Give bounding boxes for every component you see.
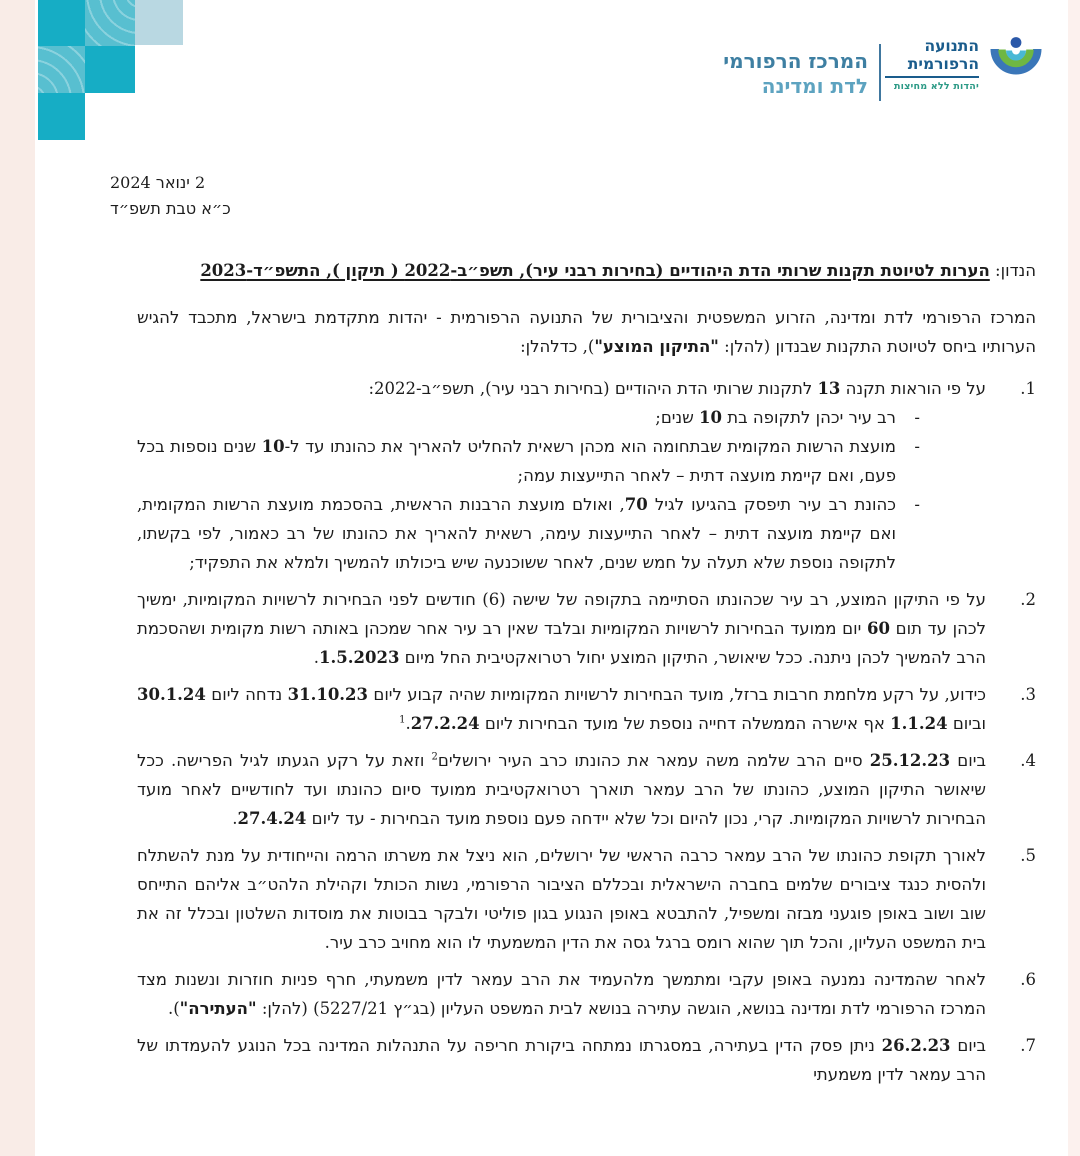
movement-name-line1: התנועה — [924, 37, 979, 55]
text-segment: 27.2.24 — [410, 714, 480, 733]
text-segment: לתקנות שרותי הדת היהודיים (בחירות רבני עיר), תשפ״ב-2022: — [368, 379, 818, 398]
center-name-line1: המרכז הרפורמי — [723, 49, 868, 73]
text-segment: כהונת רב עיר תיפסק בהגיעו לגיל — [647, 495, 896, 514]
text-segment: 70 — [624, 495, 648, 514]
text-segment: הערות לטיוטת תקנות שרותי הדת היהודיים (בחירות רבני עיר), תשפ״ב-2022 ( תיקון ), התשפ״ד-2023 — [200, 261, 990, 280]
item-number: 4. — [1020, 751, 1036, 770]
text-segment: 10 — [261, 437, 285, 456]
text-segment: וזאת על רקע הגעתו לגיל הפרישה. ככל שיאושר התיקון המוצע, כהונתו של הרב עמאר תוארך רטרואקטיבית ממועד סיום כהונתו ועד לחודשיים לאחר מועד הבחירות לרשויות המקומיות. קרי, נכון להיום וכל שלא יידחה פעם נוספת מועד הבחירות - עד ליום — [137, 751, 986, 828]
decor-square — [85, 46, 135, 93]
decor-square — [135, 0, 183, 45]
text-segment: שנים; — [655, 408, 700, 427]
numbered-list — [137, 374, 1036, 1089]
numbered-item-row — [137, 841, 1036, 957]
date-block — [110, 170, 231, 222]
item-paragraph — [137, 585, 986, 672]
right-accent-strip — [1068, 0, 1080, 1156]
subitem-paragraph — [137, 490, 896, 577]
subject-line — [137, 256, 1036, 286]
text-segment: שנים נוספות בכל פעם, ואם קיימת מועצה דתית – לאחר התייעצות עמה; — [137, 437, 896, 485]
hebrew-date: כ״א טבת תשפ״ד — [110, 199, 231, 218]
item-paragraph — [137, 1031, 986, 1089]
item-body — [137, 680, 986, 738]
item-body — [137, 841, 986, 957]
numbered-item-row — [137, 965, 1036, 1023]
text-segment: "העתירה" — [179, 999, 257, 1018]
dash-subitem — [137, 403, 920, 432]
text-segment: המרכז הרפורמי לדת ומדינה, הזרוע המשפטית והציבורית של התנועה הרפורמית - יהדות מתקדמת בישראל, מתכבד להגיש הערותיו ביחס לטיוטת התקנות שבנדון (להלן: — [137, 308, 1036, 356]
subject-prefix: הנדון: — [989, 261, 1036, 280]
text-segment: אף אישרה הממשלה דחייה נוספת של מועד הבחירות ליום — [479, 714, 891, 733]
text-segment: וביום — [947, 714, 986, 733]
dash-marker: - — [914, 437, 920, 456]
item-body — [137, 746, 986, 833]
text-segment: 30.1.24 — [137, 685, 206, 704]
text-segment: , ואולם מועצת הרבנות הראשית, בהסכמת מועצת הרשות המקומית, ואם קיימת מועצה דתית – לאחר התייעצות עימה, רשאית להאריך את כהונתו של רב כאמור, לפי בקשתו, לתקופה נוספת שלא תעלה על חמש שנים, לאחר ששוכנעה שיש ביכולתו להמשיך ולמלא את התפקיד; — [137, 495, 896, 572]
item-paragraph — [137, 965, 986, 1023]
decor-square — [38, 93, 85, 140]
text-segment: 60 — [867, 619, 890, 638]
footnote-marker: 2 — [431, 751, 438, 763]
gregorian-date: 2 ינואר 2024 — [110, 173, 206, 192]
numbered-item-row — [137, 374, 1036, 577]
numbered-item-row — [137, 746, 1036, 833]
text-segment: 1.1.24 — [890, 714, 948, 733]
text-segment: 26.2.23 — [881, 1036, 951, 1055]
text-segment: 25.12.23 — [869, 751, 951, 770]
wordmark-divider-line — [885, 76, 979, 78]
center-name-line2: לדת ומדינה — [761, 74, 868, 98]
left-accent-strip — [0, 0, 35, 1156]
movement-tagline: יהדות ללא מחיצות — [893, 80, 979, 92]
subject-text — [200, 261, 989, 280]
letterhead-vertical-divider — [879, 44, 881, 101]
dash-subitem — [137, 432, 920, 490]
item-number: 7. — [1020, 1036, 1036, 1055]
item-body — [137, 1031, 986, 1089]
item-number: 6. — [1020, 970, 1036, 989]
text-segment: .‏ — [405, 714, 411, 733]
text-segment: ניתן פסק הדין בעתירה, במסגרתו נמתחה ביקורת חריפה על התנהלות המדינה בכל הנוגע להעמדתו של הרב עמאר לדין משמעתי — [137, 1036, 986, 1084]
item-number: 5. — [1020, 846, 1036, 865]
item-paragraph — [137, 374, 986, 403]
item-number: 1. — [1020, 379, 1036, 398]
dash-marker: - — [914, 408, 920, 427]
reform-center-title — [723, 49, 868, 99]
text-segment: כידוע, על רקע מלחמת חרבות ברזל, מועד הבחירות לרשויות המקומיות שהיה קבוע ליום — [368, 685, 987, 704]
text-segment: יום ממועד הבחירות לרשויות המקומיות ובלבד שאין רב עיר אחר שמכהן באותה רשות מקומית ושהסכמת הרב להמשיך לכהן ניתנה. ככל שיאושר, התיקון המוצע יחול רטרואקטיבית החל מיום — [137, 619, 986, 667]
decor-square — [85, 0, 135, 46]
text-segment: לאורך תקופת כהונתו של הרב עמאר כרבה הראשי של ירושלים, הוא ניצל את משרתו הרמה והייחודית על מנת להשתלח ולהסית כנגד ציבורים שלמים בחברה הישראלית ובכללם הציבור הרפורמי, נשות הכותל וקהילת הלהט״ב אליהם התייחס שוב ושוב באופן פוגעני מבזה ומשפיל, להתבטא באופן הנגוע בגון פוליטי ולבקר בבוטות את מוסדות השלטון ובכלל זה את בית המשפט העליון, והכל תוך שהוא רומס ברגל גסה את הדין המשמעתי לו הוא מחויב כרב עיר. — [137, 846, 986, 952]
text-segment: 13 — [817, 379, 841, 398]
subitem-paragraph — [137, 432, 896, 490]
dash-subitem — [137, 490, 920, 577]
item-body — [137, 965, 986, 1023]
text-segment: נדחה ליום — [205, 685, 288, 704]
item-paragraph — [137, 746, 986, 833]
text-segment: ביום — [950, 1036, 987, 1055]
text-segment: על פי התיקון המוצע, רב עיר שכהונתו הסתיימה בתקופה של שישה (6) חודשים לפני הבחירות לרשויות המקומיות, ימשיך לכהן עד תום — [137, 590, 987, 638]
item-body — [137, 374, 986, 577]
text-segment: לאחר שהמדינה נמנעה באופן עקבי ומתמשך מלהעמיד את הרב עמאר לדין משמעתי, חרף פניות חוזרות ונשנות מצד המרכז הרפורמי לדת ומדינה בנושא, הוגשה עתירה בנושא לבית המשפט העליון (בג״ץ 5227/21) (להלן: — [137, 970, 986, 1018]
text-segment: 27.4.24 — [237, 809, 307, 828]
text-segment: סיים הרב שלמה משה עמאר את כהונתו כרב העיר ירושלים — [437, 751, 870, 770]
text-segment: על פי הוראות תקנה — [840, 379, 986, 398]
numbered-item-row — [137, 680, 1036, 738]
dash-marker: - — [914, 495, 920, 514]
movement-name-line2: הרפורמית — [907, 54, 979, 73]
decor-square — [38, 46, 85, 93]
item-paragraph — [137, 680, 986, 738]
subitem-paragraph — [137, 403, 896, 432]
text-segment: רב עיר יכהן לתקופה בת — [722, 408, 896, 427]
text-segment: "התיקון המוצע" — [594, 337, 719, 356]
text-segment: 1.5.2023 — [319, 648, 400, 667]
text-segment: ). — [167, 999, 180, 1018]
footnote-marker: 1 — [399, 714, 406, 726]
intro-paragraph — [137, 303, 1036, 361]
numbered-item-row — [137, 1031, 1036, 1089]
item-body — [137, 585, 986, 672]
text-segment: . — [232, 809, 238, 828]
item-paragraph — [137, 841, 986, 957]
text-segment: 10 — [699, 408, 722, 427]
decor-square — [38, 0, 85, 46]
text-segment: . — [313, 648, 320, 667]
numbered-item-row — [137, 585, 1036, 672]
movement-wordmark — [885, 38, 979, 92]
text-segment: ), כדלהלן: — [520, 337, 595, 356]
item-number: 3. — [1020, 685, 1036, 704]
letter-body — [137, 256, 1036, 1097]
item-number: 2. — [1020, 590, 1036, 609]
text-segment: ביום — [950, 751, 986, 770]
text-segment: מועצת הרשות המקומית שבתחומה הוא מכהן רשאית להחליט להאריך את כהונתו עד ל- — [284, 437, 896, 456]
text-segment: 31.10.23 — [287, 685, 369, 704]
reform-movement-logo-icon — [985, 31, 1047, 93]
